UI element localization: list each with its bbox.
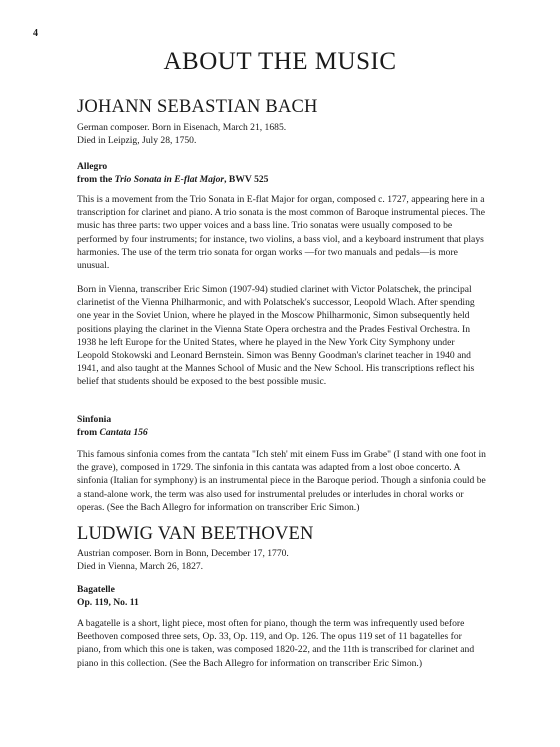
piece-source-prefix: from the (77, 174, 115, 186)
piece-heading-sinfonia (77, 413, 487, 439)
bio-line: Died in Leipzig, July 28, 1750. (77, 135, 197, 147)
piece-title: Bagatelle (77, 584, 115, 595)
composer-name: LUDWIG VAN BEETHOVEN (77, 524, 314, 544)
page-title: ABOUT THE MUSIC (163, 48, 397, 75)
paragraph (77, 283, 487, 389)
paragraph-text: This famous sinfonia comes from the cantata "Ich steh' mit einem Fuss im Grabe" (I stand with one foot in the grave), composed in 1729. The sinfonia in this cantata was adapted from a lost oboe concerto. A sinfonia (Italian for symphony) is an instrumental piece in the Baroque period. Though a sinfonia could be a stand-alone work, the term was also used for instrumental preludes or interludes in choral works or operas. (See the Bach Allegro for information on transcriber Eric Simon.) (77, 449, 486, 513)
piece-heading-bagatelle (77, 583, 487, 609)
bio-line: Died in Vienna, March 26, 1827. (77, 561, 204, 573)
piece-source-prefix: from (77, 427, 100, 439)
bio-line: German composer. Born in Eisenach, March 21, 1685. (77, 122, 287, 133)
composer-bio (77, 547, 487, 573)
composer-section-beethoven (77, 523, 507, 545)
piece-source (77, 173, 487, 186)
piece-source-suffix: , BWV 525 (224, 174, 269, 186)
piece-opus: Op. 119, No. 11 (77, 597, 139, 609)
composer-bio (77, 121, 487, 147)
bio-line: Austrian composer. Born in Bonn, December 17, 1770. (77, 548, 289, 559)
piece-source-work: Trio Sonata in E-flat Major (114, 174, 225, 186)
paragraph-text: This is a movement from the Trio Sonata in E-flat Major for organ, composed c. 1727, appearing here in a transcription for clarinet and piano. A trio sonata is the most common of Baroque instrumental pieces. The music has three parts: two upper voices and a bass line. Trio sonatas were usually composed to be performed by four instruments; for instance, two violins, a bass viol, and a keyboard instrument that plays harmonies. The use of the term trio sonata for organ works —for two manuals and pedals—is more unusual. (77, 194, 485, 272)
piece-source (77, 426, 487, 439)
piece-title: Sinfonia (77, 414, 112, 425)
piece-source-work: Cantata 156 (99, 427, 148, 439)
page-number: 4 (33, 28, 38, 39)
composer-name: JOHANN SEBASTIAN BACH (77, 97, 318, 117)
piece-title: Allegro (77, 161, 108, 172)
composer-section-bach (77, 96, 507, 118)
paragraph-text: A bagatelle is a short, light piece, most often for piano, though the term was infrequently used before Beethoven composed three sets, Op. 33, Op. 119, and Op. 126. The opus 119 set of 11 bagatelles for piano, from which this one is taken, was composed 1820-22, and the 11th is transcribed for clarinet and piano in this collection. (See the Bach Allegro for information on transcriber Eric Simon.) (77, 618, 475, 669)
paragraph (77, 193, 487, 272)
paragraph (77, 448, 487, 514)
paragraph (77, 617, 487, 670)
piece-heading-allegro (77, 160, 487, 186)
paragraph-text: Born in Vienna, transcriber Eric Simon (1907-94) studied clarinet with Victor Polatschek, the principal clarinetist of the Vienna Philharmonic, and with Polatschek's successor, Leopold Wlach. After spending one year in the Soviet Union, where he played in the Moscow Philharmonic, Simon subsequently held positions playing the clarinet in the Vienna State Opera orchestra and the Prades Festival Orchestra. In 1938 he left Europe for the United States, where he played in the New York City Symphony under Leopold Stokowski and Leonard Bernstein. Simon was Benny Goodman's clarinet teacher in 1940 and 1941, and also taught at the Mannes School of Music and the New School. His transcriptions reflect his belief that students should be exposed to the best possible music. (77, 284, 475, 388)
